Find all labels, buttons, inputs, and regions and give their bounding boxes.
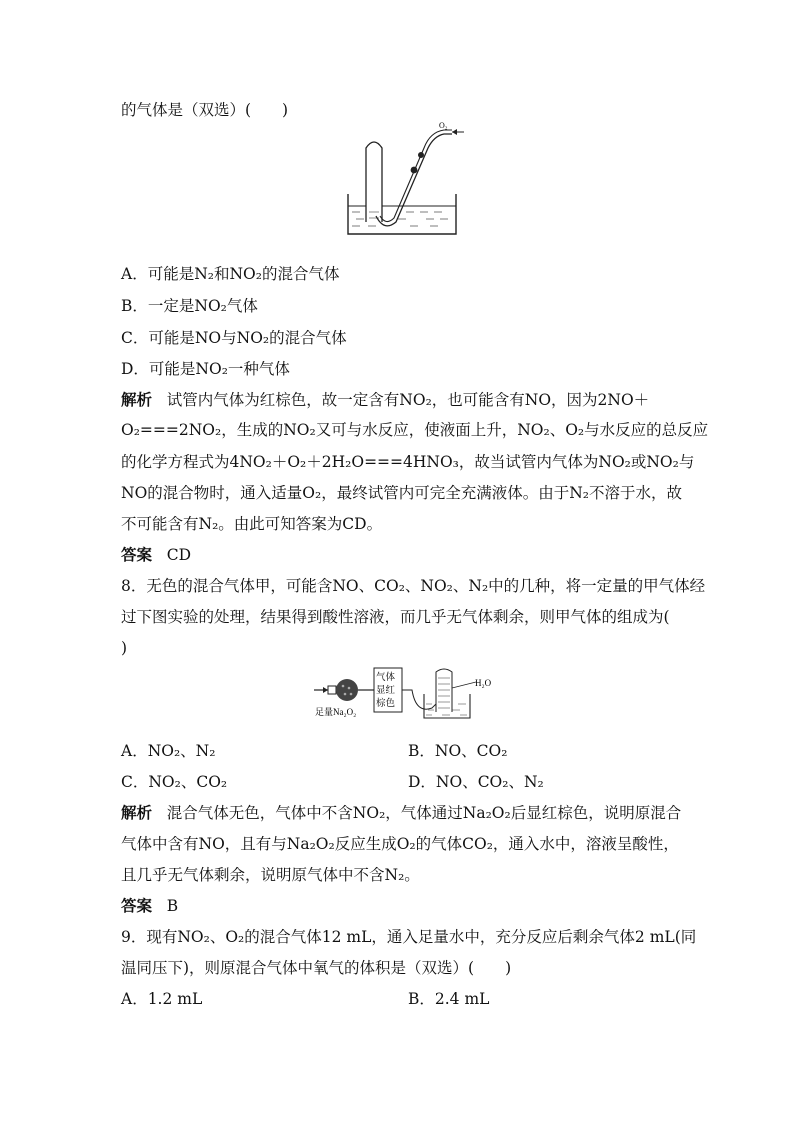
q7-answer	[121, 545, 191, 565]
q7-analysis-line-1	[121, 390, 649, 410]
q8-answer	[121, 896, 178, 916]
q9-option-b: B．2.4 mL	[408, 990, 490, 1008]
q7-option-d: D．可能是NO₂一种气体	[121, 360, 290, 378]
q9-stem-line-1: 9．现有NO₂、O₂的混合气体12 mL，通入足量水中，充分反应后剩余气体2 mL(同	[121, 928, 697, 946]
answer-value: B	[166, 897, 179, 915]
answer-value: CD	[166, 546, 192, 564]
q7-analysis-line-2: O₂===2NO₂，生成的NO₂又可与水反应，使液面上升，NO₂、O₂与水反应的总反应	[121, 421, 709, 439]
analysis-text: 试管内气体为红棕色，故一定含有NO₂，也可能含有NO，因为2NO＋	[166, 391, 650, 409]
o2-label: O₂	[439, 122, 448, 130]
q8-analysis-line-3: 且几乎无气体剩余，说明原气体中不含N₂。	[121, 866, 420, 884]
q7-option-b: B．一定是NO₂气体	[121, 297, 258, 315]
analysis-text: 混合气体无色，气体中不含NO₂，气体通过Na₂O₂后显红棕色，说明原混合	[166, 804, 682, 822]
figure-test-tube-trough	[340, 122, 470, 240]
q8-stem-line-3: )	[121, 639, 128, 657]
q8-stem-line-1: 8．无色的混合气体甲，可能含NO、CO₂、NO₂、N₂中的几种，将一定量的甲气体经	[121, 577, 706, 595]
q9-stem-line-2: 温同压下)，则原混合气体中氧气的体积是（双选）( )	[121, 959, 512, 977]
q8-analysis-line-1	[121, 803, 681, 823]
q8-analysis-line-2: 气体中含有NO，且有与Na₂O₂反应生成O₂的气体CO₂，通入水中，溶液呈酸性，	[121, 835, 679, 853]
q8-stem-line-2: 过下图实验的处理，结果得到酸性溶液，而几乎无气体剩余，则甲气体的组成为(	[121, 608, 670, 626]
q7-stem-tail: 的气体是（双选）( )	[121, 101, 289, 119]
q8-option-c: C．NO₂、CO₂	[121, 773, 228, 791]
q7-analysis-line-5: 不可能含有N₂。由此可知答案为CD。	[121, 515, 383, 533]
q8-option-b: B．NO、CO₂	[408, 742, 508, 760]
figure-apparatus-chain	[312, 664, 512, 722]
box-label-1: 气体	[376, 673, 396, 683]
h2o-label: H₂O	[475, 678, 492, 688]
q7-analysis-line-3: 的化学方程式为4NO₂＋O₂＋2H₂O===4HNO₃，故当试管内气体为NO₂或NO₂与	[121, 453, 695, 471]
answer-label: 答案	[121, 546, 153, 564]
na2o2-label: 足量Na₂O₂	[315, 707, 357, 717]
q7-option-a: A．可能是N₂和NO₂的混合气体	[121, 265, 340, 283]
q9-option-a: A．1.2 mL	[121, 990, 203, 1008]
box-label-2: 显红	[376, 686, 396, 696]
q8-option-a: A．NO₂、N₂	[121, 742, 216, 760]
q7-analysis-line-4: NO的混合物时，通入适量O₂，最终试管内可完全充满液体。由于N₂不溶于水，故	[121, 484, 682, 502]
q8-option-d: D．NO、CO₂、N₂	[408, 773, 544, 791]
box-label-3: 棕色	[376, 699, 396, 709]
q7-option-c: C．可能是NO与NO₂的混合气体	[121, 329, 347, 347]
answer-label: 答案	[121, 897, 153, 915]
analysis-label: 解析	[121, 391, 153, 409]
analysis-label: 解析	[121, 804, 153, 822]
